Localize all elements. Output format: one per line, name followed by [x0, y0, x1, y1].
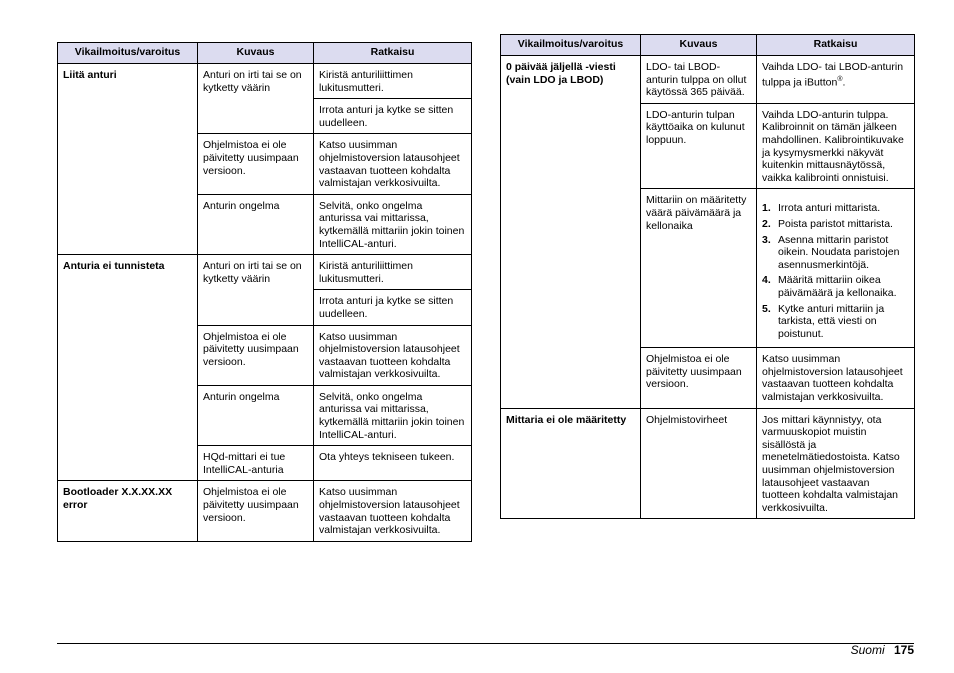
- solution-cell: Irrota anturi ja kytke se sitten uudelleen.: [314, 99, 472, 134]
- solution-cell: Selvitä, onko ongelma anturissa vai mittarissa, kytkemällä mittariin jokin toinen IntelliCAL-anturi.: [314, 385, 472, 445]
- table-header-row: [58, 43, 472, 64]
- header-description: Kuvaus: [198, 43, 314, 64]
- solution-cell: Kiristä anturiliittimen lukitusmutteri.: [314, 255, 472, 290]
- description-cell: Anturi on irti tai se on kytketty väärin: [198, 255, 314, 325]
- solution-cell: Jos mittari käynnistyy, ota varmuuskopiot muistin sisällöstä ja menetelmätiedostoista. Katso uusimman ohjelmistoversion latausohjeet vastaavan tuotteen kohdalta valmistajan verkkosivuilta.: [757, 408, 915, 519]
- step-text: Irrota anturi mittarista.: [778, 202, 881, 215]
- description-cell: Ohjelmistovirheet: [641, 408, 757, 519]
- troubleshooting-table-left: [57, 42, 472, 542]
- error-cell: Bootloader X.X.XX.XX error: [58, 481, 198, 541]
- footer-rule: [57, 643, 914, 644]
- description-cell: LDO-anturin tulpan käyttöaika on kulunut loppuun.: [641, 103, 757, 189]
- description-cell: Mittariin on määritetty väärä päivämäärä ja kellonaika: [641, 189, 757, 348]
- step-text: Poista paristot mittarista.: [778, 217, 893, 230]
- header-solution: Ratkaisu: [314, 43, 472, 64]
- solution-cell: Katso uusimman ohjelmistoversion latausohjeet vastaavan tuotteen kohdalta valmistajan verkkosivuilta.: [314, 325, 472, 385]
- header-error: Vikailmoitus/varoitus: [58, 43, 198, 64]
- solution-cell: [757, 189, 915, 348]
- solution-cell: Irrota anturi ja kytke se sitten uudelleen.: [314, 290, 472, 325]
- description-cell: Ohjelmistoa ei ole päivitetty uusimpaan versioon.: [198, 325, 314, 385]
- error-cell: Liitä anturi: [58, 64, 198, 255]
- step-text: Asenna mittarin paristot oikein. Noudata paristojen asennusmerkintöjä.: [778, 233, 900, 271]
- solution-text: Vaihda LDO- tai LBOD-anturin tulppa ja iButton: [762, 61, 904, 89]
- step-number: 1.: [762, 202, 771, 215]
- solution-step: [762, 202, 909, 215]
- description-cell: HQd-mittari ei tue IntelliCAL-anturia: [198, 446, 314, 481]
- description-cell: Ohjelmistoa ei ole päivitetty uusimpaan versioon.: [198, 481, 314, 541]
- solution-cell: Katso uusimman ohjelmistoversion latausohjeet vastaavan tuotteen kohdalta valmistajan verkkosivuilta.: [314, 481, 472, 541]
- solution-step: [762, 303, 909, 341]
- solution-cell: Selvitä, onko ongelma anturissa vai mittarissa, kytkemällä mittariin jokin toinen IntelliCAL-anturi.: [314, 194, 472, 254]
- step-number: 2.: [762, 217, 771, 230]
- header-description: Kuvaus: [641, 35, 757, 56]
- description-cell: LDO- tai LBOD-anturin tulppa on ollut käytössä 365 päivää.: [641, 56, 757, 104]
- footer-language: Suomi: [850, 643, 885, 657]
- solution-step: [762, 274, 909, 299]
- error-cell: Mittaria ei ole määritetty: [501, 408, 641, 519]
- error-cell: Anturia ei tunnisteta: [58, 255, 198, 481]
- page-number: 175: [893, 643, 914, 657]
- table-row: [501, 56, 915, 104]
- solution-step: [762, 234, 909, 272]
- header-solution: Ratkaisu: [757, 35, 915, 56]
- troubleshooting-table-right: [500, 34, 915, 519]
- page-footer: [851, 643, 914, 657]
- solution-cell: Katso uusimman ohjelmistoversion latausohjeet vastaavan tuotteen kohdalta valmistajan verkkosivuilta.: [314, 134, 472, 194]
- description-cell: Anturin ongelma: [198, 385, 314, 445]
- step-number: 5.: [762, 302, 771, 315]
- error-cell: 0 päivää jäljellä -viesti (vain LDO ja LBOD): [501, 56, 641, 409]
- step-text: Määritä mittariin oikea päivämäärä ja kellonaika.: [778, 274, 897, 299]
- solution-cell: Kiristä anturiliittimen lukitusmutteri.: [314, 64, 472, 99]
- table-header-row: [501, 35, 915, 56]
- solution-cell: Ota yhteys tekniseen tukeen.: [314, 446, 472, 481]
- solution-cell: [757, 56, 915, 104]
- solution-steps-list: [762, 202, 909, 340]
- table-row: [58, 255, 472, 290]
- solution-cell: Vaihda LDO-anturin tulppa. Kalibroinnit on tämän jälkeen mahdollinen. Kalibrointikuvake ja kysymysmerkki näkyvät kuitenkin mittausnäytössä, vaikka kalibrointi onnistuisi.: [757, 103, 915, 189]
- description-cell: Ohjelmistoa ei ole päivitetty uusimpaan versioon.: [641, 348, 757, 408]
- header-error: Vikailmoitus/varoitus: [501, 35, 641, 56]
- description-cell: Anturin ongelma: [198, 194, 314, 254]
- description-cell: Anturi on irti tai se on kytketty väärin: [198, 64, 314, 134]
- table-row: [58, 481, 472, 541]
- solution-cell: Katso uusimman ohjelmistoversion latausohjeet vastaavan tuotteen kohdalta valmistajan verkkosivuilta.: [757, 348, 915, 408]
- solution-period: .: [842, 76, 846, 89]
- step-number: 4.: [762, 274, 771, 287]
- registered-mark: ®: [837, 75, 843, 83]
- step-text: Kytke anturi mittariin ja tarkista, että viesti on poistunut.: [778, 302, 885, 340]
- description-cell: Ohjelmistoa ei ole päivitetty uusimpaan versioon.: [198, 134, 314, 194]
- step-number: 3.: [762, 233, 771, 246]
- table-row: [58, 64, 472, 99]
- solution-step: [762, 218, 909, 231]
- table-row: [501, 408, 915, 519]
